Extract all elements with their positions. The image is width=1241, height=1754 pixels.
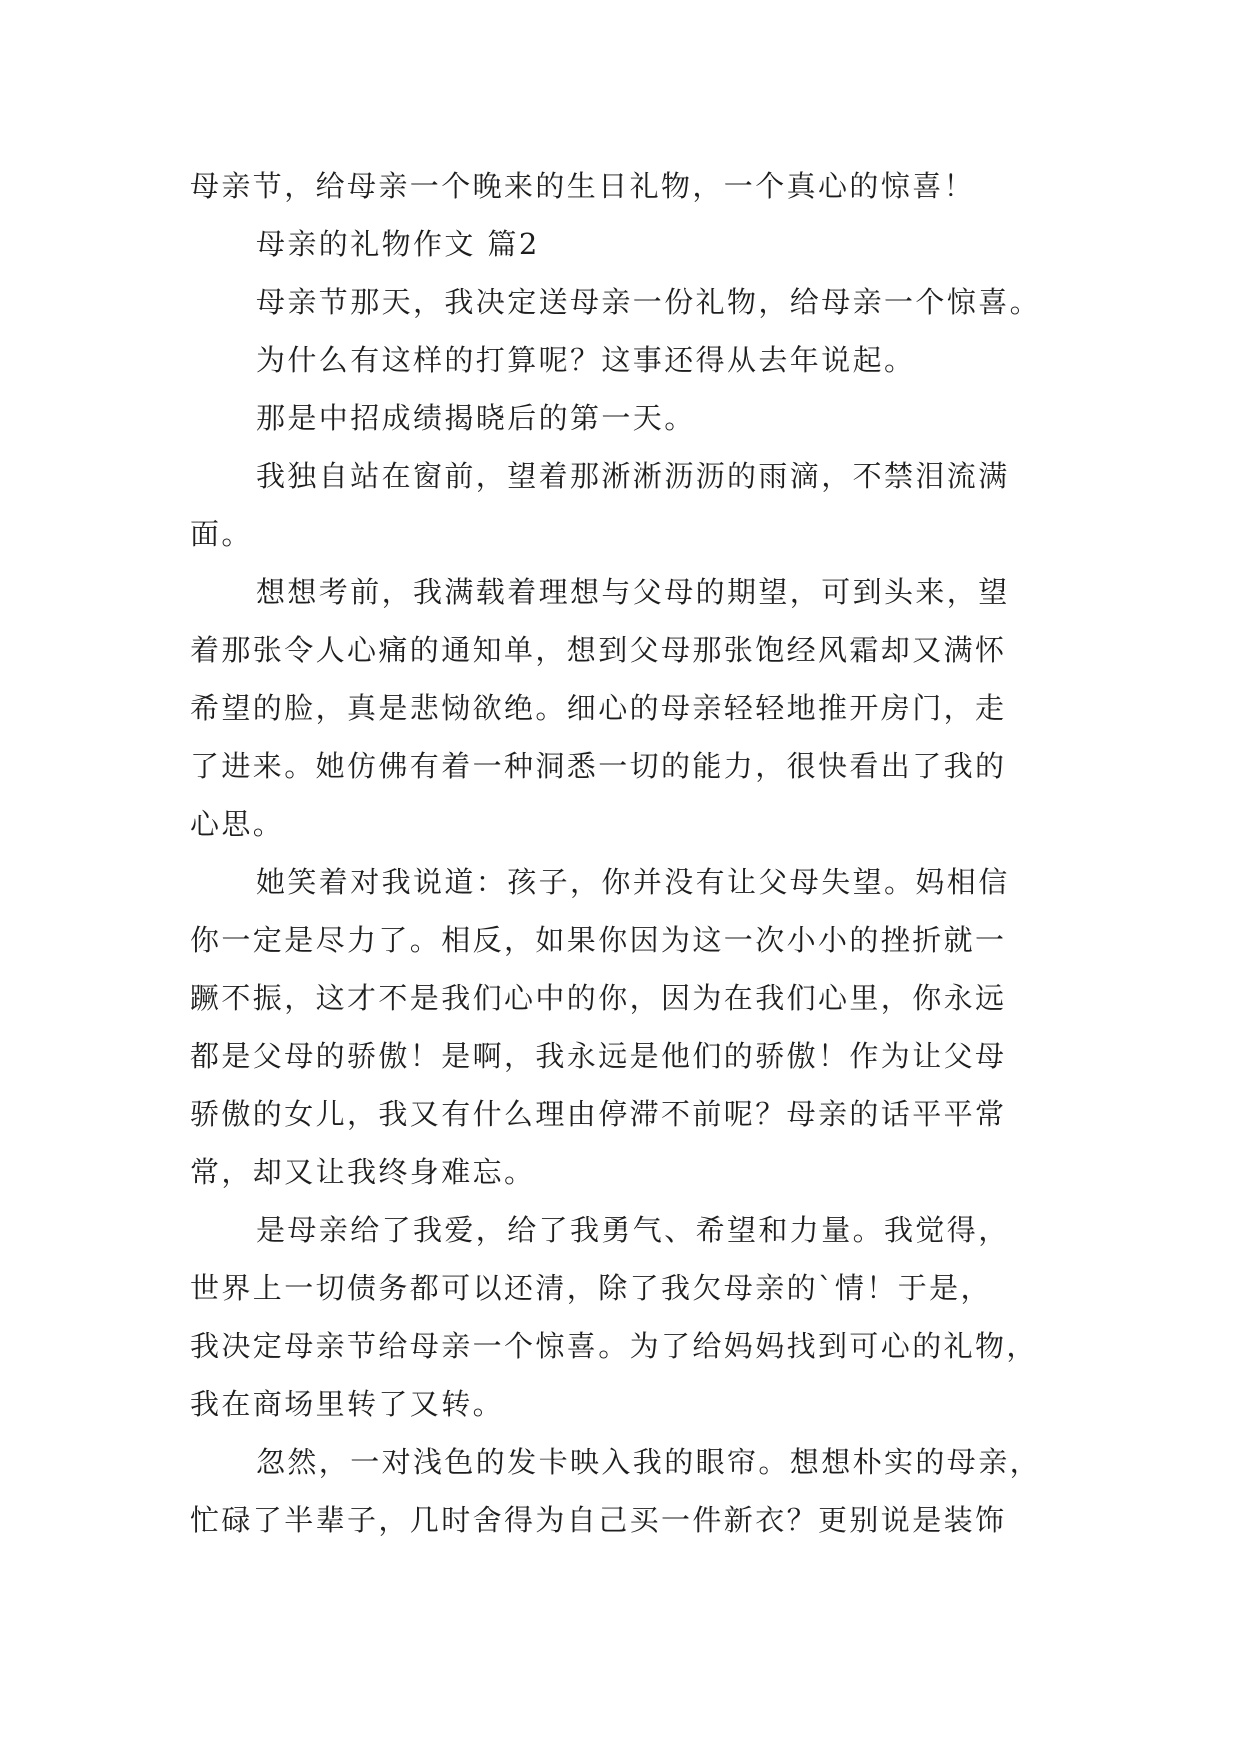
text-line: 我独自站在窗前，望着那淅淅沥沥的雨滴，不禁泪流满 <box>256 459 1010 493</box>
text-line: 希望的脸，真是悲恸欲绝。细心的母亲轻轻地推开房门，走 <box>190 691 1007 725</box>
text-line: 是母亲给了我爱，给了我勇气、希望和力量。我觉得， <box>256 1213 1010 1247</box>
text-line: 忙碌了半辈子，几时舍得为自己买一件新衣？更别说是装饰 <box>190 1503 1007 1537</box>
text-line: 蹶不振，这才不是我们心中的你，因为在我们心里，你永远 <box>190 981 1007 1015</box>
text-line: 常，却又让我终身难忘。 <box>190 1155 536 1189</box>
text-line: 着那张令人心痛的通知单，想到父母那张饱经风霜却又满怀 <box>190 633 1007 667</box>
text-line: 那是中招成绩揭晓后的第一天。 <box>256 401 696 435</box>
text-line: 她笑着对我说道：孩子，你并没有让父母失望。妈相信 <box>256 865 1010 899</box>
text-line: 母亲节那天，我决定送母亲一份礼物，给母亲一个惊喜。 <box>256 285 1042 319</box>
text-line: 了进来。她仿佛有着一种洞悉一切的能力，很快看出了我的 <box>190 749 1007 783</box>
text-line: 为什么有这样的打算呢？这事还得从去年说起。 <box>256 343 916 377</box>
section-heading: 母亲的礼物作文 篇2 <box>256 227 540 261</box>
text-line: 想想考前，我满载着理想与父母的期望，可到头来，望 <box>256 575 1010 609</box>
text-line: 你一定是尽力了。相反，如果你因为这一次小小的挫折就一 <box>190 923 1007 957</box>
text-line: 世界上一切债务都可以还清，除了我欠母亲的`情！于是， <box>190 1271 992 1305</box>
text-line: 面。 <box>190 517 253 551</box>
essay-body <box>190 157 1050 1549</box>
text-line: 我决定母亲节给母亲一个惊喜。为了给妈妈找到可心的礼物， <box>190 1329 1038 1363</box>
text-line: 心思。 <box>190 807 285 841</box>
text-line: 骄傲的女儿，我又有什么理由停滞不前呢？母亲的话平平常 <box>190 1097 1007 1131</box>
text-line: 我在商场里转了又转。 <box>190 1387 505 1421</box>
text-line: 母亲节，给母亲一个晚来的生日礼物，一个真心的惊喜！ <box>190 169 976 203</box>
text-line: 忽然，一对浅色的发卡映入我的眼帘。想想朴实的母亲， <box>256 1445 1042 1479</box>
text-line: 都是父母的骄傲！是啊，我永远是他们的骄傲！作为让父母 <box>190 1039 1007 1073</box>
